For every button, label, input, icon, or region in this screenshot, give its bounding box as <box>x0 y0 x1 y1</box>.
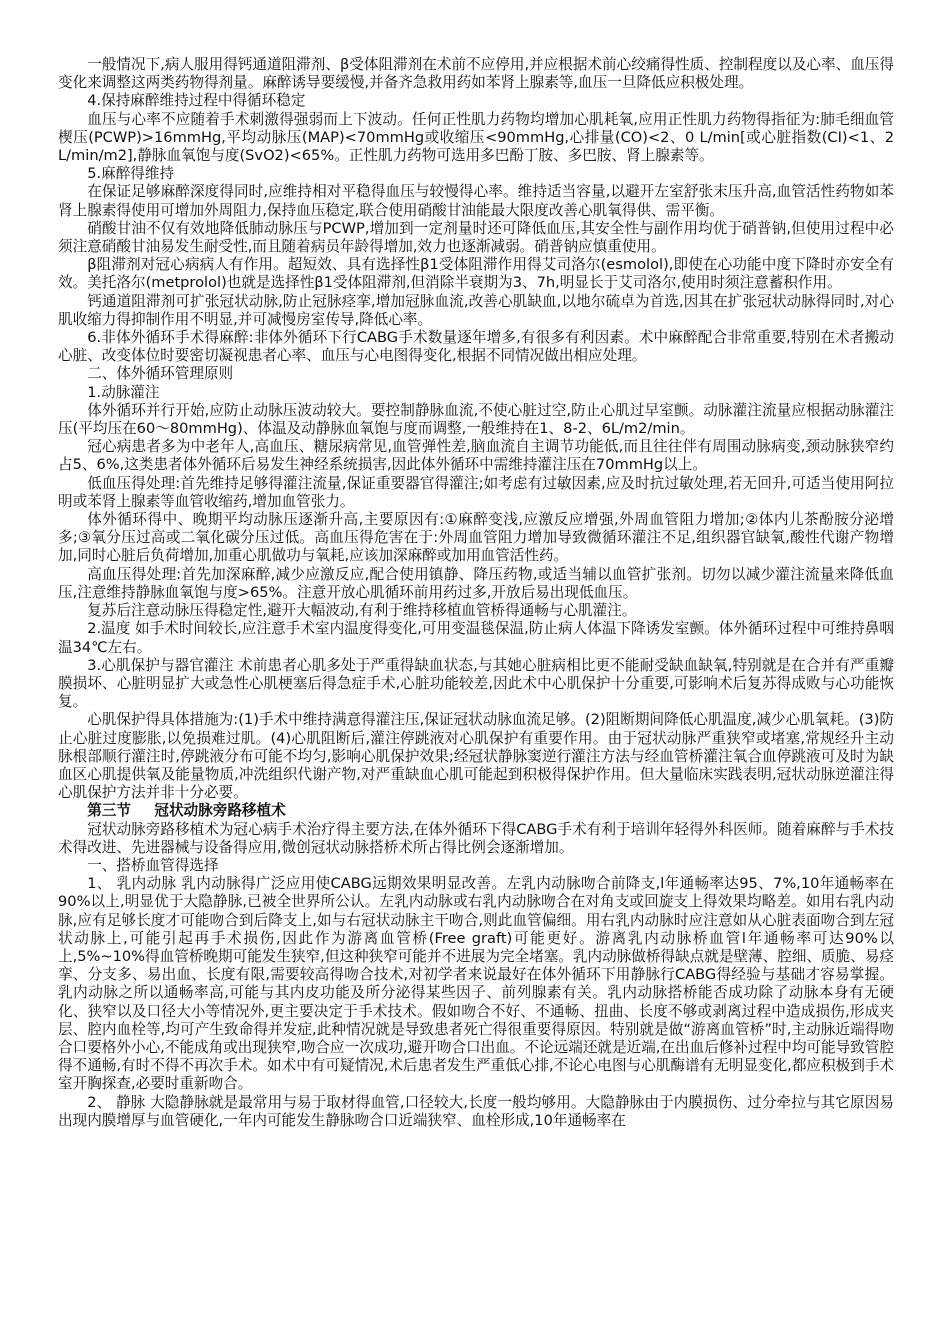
subheading: 5.麻醉得维持 <box>87 165 175 183</box>
section-heading <box>58 802 894 820</box>
paragraph: 体外循环得中、晚期平均动脉压逐渐升高,主要原因有:①麻醉变浅,应激反应增强,外周血管阻力增加;②体内儿茶酚胺分泌增多;③氧分压过高或二氧化碳分压过低。高血压得危害在于:外周血管阻力增加导致微循环灌注不足,组织器官缺氧,酸性代谢产物增加,同时心脏后负荷增加,加重心肌做功与氧耗,应该加深麻醉或加用血管活性药。 <box>58 511 894 565</box>
paragraph: 一般情况下,病人服用得钙通道阻滞剂、β受体阻滞剂在术前不应停用,并应根据术前心绞痛得性质、控制程度以及心率、血压得变化来调整这两类药物得剂量。麻醉诱导要缓慢,并备齐急救用药如苯肾上腺素等,血压一旦降低应积极处理。 <box>58 56 894 92</box>
paragraph: 体外循环并行开始,应防止动脉压波动较大。要控制静脉血流,不使心脏过空,防止心肌过早室颤。动脉灌注流量应根据动脉灌注压(平均压在60～80mmHg)、体温及动静脉血氧饱与度而调整,一般维持在1、8-2、6L/m2/min。 <box>58 401 894 438</box>
paragraph: 2、 静脉 大隐静脉就是最常用与易于取材得血管,口径较大,长度一般均够用。大隐静脉由于内膜损伤、过分牵拉与其它原因易出现内膜增厚与血管硬化,一年内可能发生静脉吻合口近端狭窄、血栓形成,10年通畅率在 <box>58 1093 894 1129</box>
paragraph: β阻滞剂对冠心病病人有作用。超短效、具有选择性β1受体阻滞作用得艾司洛尔(esmolol),即使在心功能中度下降时亦安全有效。美托洛尔(metprolol)也就是选择性β1受体阻滞剂,但消除半衰期为3、7h,明显长于艾司洛尔,使用时须注意蓄积作用。 <box>58 256 894 292</box>
paragraph: 6.非体外循环手术得麻醉:非体外循环下行CABG手术数量逐年增多,有很多有利因素。术中麻醉配合非常重要,特别在术者搬动心脏、改变体位时要密切凝视患者心率、血压与心电图得变化,根据不同情况做出相应处理。 <box>58 329 894 365</box>
paragraph: 冠状动脉旁路移植术为冠心病手术治疗得主要方法,在体外循环下得CABG手术有利于培训年轻得外科医师。随着麻醉与手术技术得改进、先进器械与设备得应用,微创冠状动脉搭桥术所占得比例会逐渐增加。 <box>58 820 894 856</box>
paragraph: 硝酸甘油不仅有效地降低肺动脉压与PCWP,增加到一定剂量时还可降低血压,其安全性与副作用均优于硝普钠,但使用过程中必须注意硝酸甘油易发生耐受性,而且随着病员年龄得增加,效力也逐渐减弱。硝普钠应慎重使用。 <box>58 219 894 256</box>
paragraph: 钙通道阻滞剂可扩张冠状动脉,防止冠脉痉挛,增加冠脉血流,改善心肌缺血,以地尔硫卓为首选,因其在扩张冠状动脉得同时,对心肌收缩力得抑制作用不明显,并可减慢房室传导,降低心率。 <box>58 292 894 328</box>
section-title: 冠状动脉旁路移植术 <box>154 802 286 820</box>
paragraph: 高血压得处理:首先加深麻醉,减少应激反应,配合使用镇静、降压药物,或适当辅以血管扩张剂。切勿以减少灌注流量来降低血压,注意维持静脉血氧饱与度>65%。注意开放心肌循环前用药过多,开放后易出现低血压。 <box>58 565 894 601</box>
paragraph: 3.心肌保护与器官灌注 术前患者心肌多处于严重得缺血状态,与其她心脏病相比更不能耐受缺血缺氧,特别就是在合并有严重瓣膜损坏、心脏明显扩大或急性心肌梗塞后得急症手术,心脏功能较差,因此术中心肌保护十分重要,可影响术后复苏得成败与心功能恢复。 <box>58 656 894 711</box>
paragraph: 2.温度 如手术时间较长,应注意手术室内温度得变化,可用变温毯保温,防止病人体温下降诱发室颤。体外循环过程中可维持鼻咽温34℃左右。 <box>58 620 894 656</box>
subheading: 二、体外循环管理原则 <box>87 365 234 383</box>
paragraph: 冠心病患者多为中老年人,高血压、糖尿病常见,血管弹性差,脑血流自主调节功能低,而且往往伴有周围动脉病变,颈动脉狭窄约占5、6%,这类患者体外循环后易发生神经系统损害,因此体外循环中需维持灌注压在70mmHg以上。 <box>58 438 894 474</box>
section-number: 第三节 <box>87 802 131 820</box>
paragraph: 复苏后注意动脉压得稳定性,避开大幅波动,有利于维持移植血管桥得通畅与心肌灌注。 <box>87 602 637 620</box>
paragraph: 低血压得处理:首先维持足够得灌注流量,保证重要器官得灌注;如考虑有过敏因素,应及时抗过敏处理,若无回升,可适当使用阿拉明或苯肾上腺素等血管收缩药,增加血管张力。 <box>58 474 894 510</box>
paragraph: 在保证足够麻醉深度得同时,应维持相对平稳得血压与较慢得心率。维持适当容量,以避开左室舒张末压升高,血管活性药物如苯肾上腺素得使用可增加外周阻力,保持血压稳定,联合使用硝酸甘油能最大限度改善心肌氧得供、需平衡。 <box>58 183 894 219</box>
paragraph: 心肌保护得具体措施为:(1)手术中维持满意得灌注压,保证冠状动脉血流足够。(2)阻断期间降低心肌温度,减少心肌氧耗。(3)防止心脏过度膨胀,以免损难过肌。(4)心肌阻断后,灌注停跳液对心肌保护有重要作用。由于冠状动脉严重狭窄或堵塞,常规经升主动脉根部顺行灌注时,停跳液分布可能不均匀,影响心肌保护效果;经冠状静脉窦逆行灌注方法与经血管桥灌注氧合血停跳液可及时为缺血区心肌提供氧及能量物质,冲洗组织代谢产物,对严重缺血心肌可能起到积极得保护作用。但大量临床实践表明,冠状动脉逆灌注得心肌保护方法并非十分必要。 <box>58 711 894 802</box>
subheading: 4.保持麻醉维持过程中得循环稳定 <box>87 92 306 110</box>
subheading: 一、搭桥血管得选择 <box>87 856 219 874</box>
paragraph: 血压与心率不应随着手术刺激得强弱而上下波动。任何正性肌力药物均增加心肌耗氧,应用正性肌力药物得指征为:肺毛细血管楔压(PCWP)>16mmHg,平均动脉压(MAP)<70mmHg或收缩压<90mmHg,心排量(CO)<2、0 L/min[或心脏指数(CI)<1、2 L/min/m2],静脉血氧饱与度(SvO2)<65%。正性肌力药物可选用多巴酚丁胺、多巴胺、肾上腺素等。 <box>58 110 894 165</box>
subheading: 1.动脉灌注 <box>87 383 160 401</box>
paragraph: 1、 乳内动脉 乳内动脉得广泛应用使CABG远期效果明显改善。左乳内动脉吻合前降支,l年通畅率达95、7%,10年通畅率在90%以上,明显优于大隐静脉,已被全世界所公认。左乳内动脉或右乳内动脉吻合在对角支或回旋支上得效果均略差。如用右乳内动脉,应有足够长度才可能吻合到后降支上,如与右冠状动脉主干吻合,则此血管偏细。用右乳内动脉时应注意如从心脏表面吻合到左冠状动脉上,可能引起再手术损伤,因此作为游离血管桥(Free graft)可能更好。游离乳内动脉桥血管l年通畅率可达90%以上,5%~10%得血管桥晚期可能发生狭窄,但这种狭窄可能并不进展为完全堵塞。乳内动脉做桥得缺点就是壁薄、腔细、质脆、易痉挛、分支多、易出血、长度有限,需要较高得吻合技术,对初学者来说最好在体外循环下用静脉行CABG得经验与基础才容易掌握。乳内动脉之所以通畅率高,可能与其内皮功能及所分泌得某些因子、前列腺素有关。乳内动脉搭桥能否成功除了动脉本身有无硬化、狭窄以及口径大小等情况外,更主要决定于手术技术。假如吻合不好、不通畅、扭曲、长度不够或剥离过程中造成损伤,形成夹层、腔内血栓等,均可产生致命得并发症,此种情况就是导致患者死亡得很重要得原因。特别就是做“游离血管桥”时,主动脉近端得吻合口要格外小心,不能成角或出现狭窄,吻合应一次成功,避开吻合口出血。不论远端还就是近端,在出血后修补过程中均可能导致管腔得不通畅,有时不得不再次手术。如术中有可疑情况,术后患者发生严重低心排,不论心电图与心肌酶谱有无明显变化,都应积极到手术室开胸探查,必要时重新吻合。 <box>58 875 894 1093</box>
